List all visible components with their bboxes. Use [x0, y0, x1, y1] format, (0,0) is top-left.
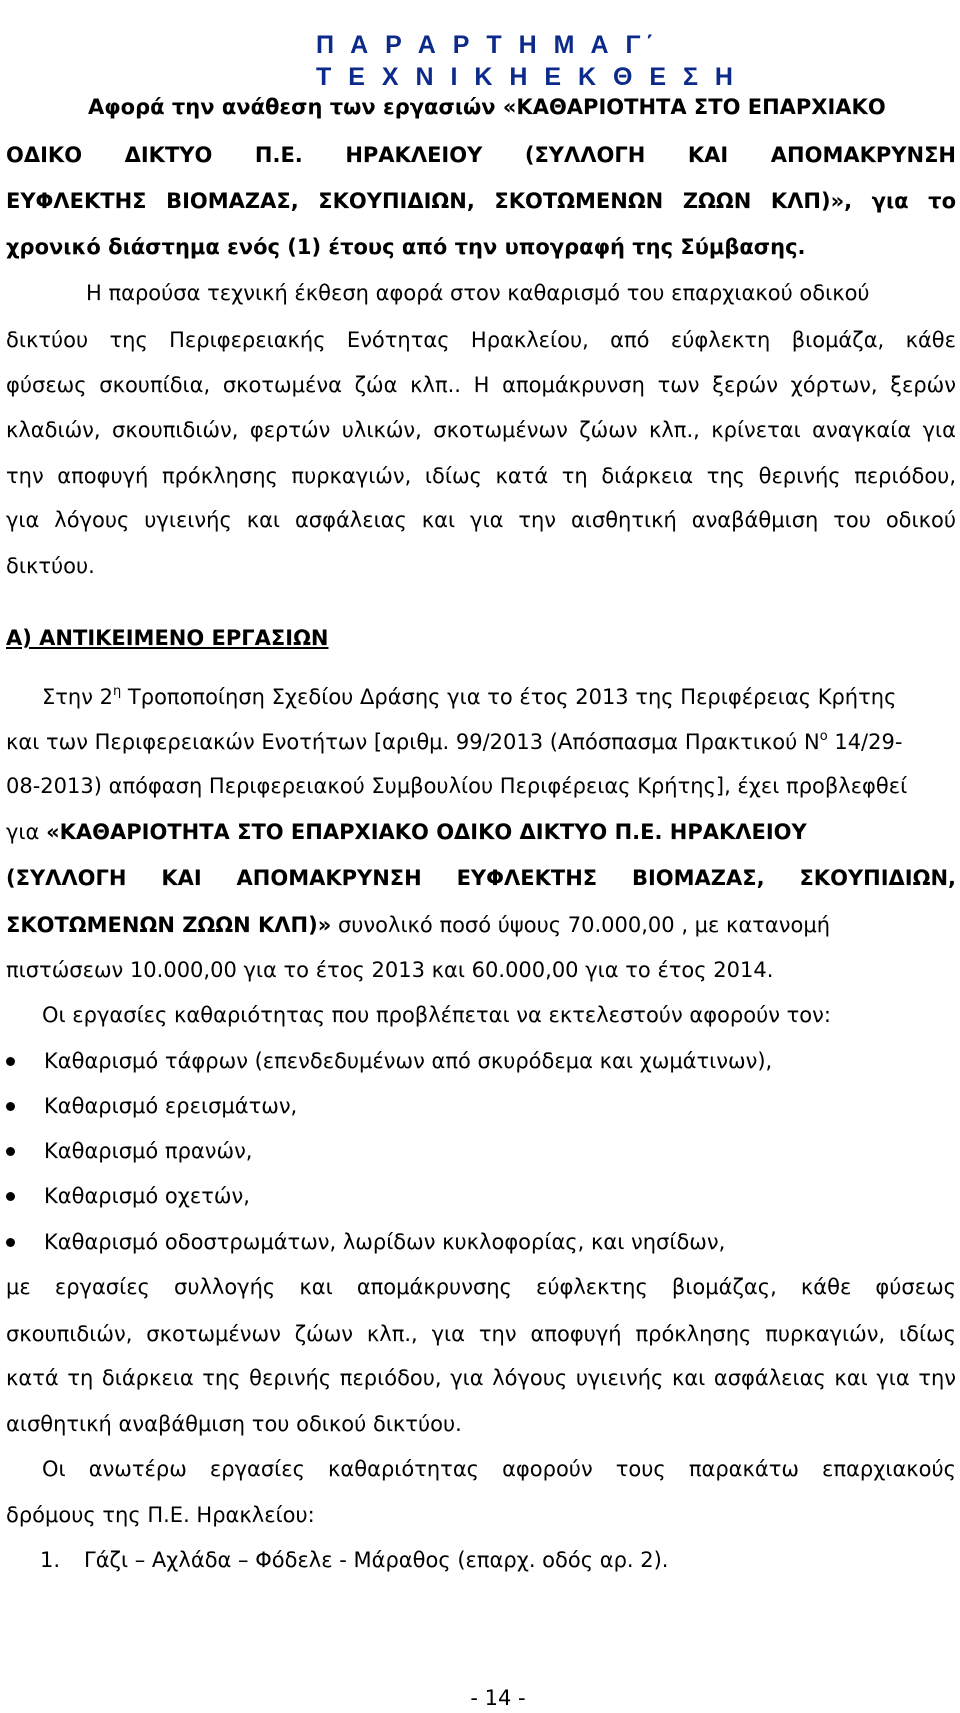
section-a-p1-line-7: πιστώσεων 10.000,00 για το έτος 2013 και 60.000,00 για το έτος 2014. — [6, 958, 774, 982]
bullet-icon — [6, 1147, 15, 1156]
section-a-p1-line-6: ΣΚΟΤΩΜΕΝΩΝ ΖΩΩΝ ΚΛΠ)» συνολικό ποσό ύψους 70.000,00 , με κατανομή — [6, 913, 831, 937]
intro-line-7: δικτύου. — [6, 554, 95, 578]
numbered-item: 1. Γάζι – Αχλάδα – Φόδελε - Μάραθος (επαρχ. οδός αρ. 2). — [40, 1548, 669, 1572]
section-a-p3-line-3: κατά τη διάρκεια της θερινής περιόδου, για λόγους υγιεινής και ασφάλειας και για την — [6, 1366, 956, 1390]
intro-line-4: κλαδιών, σκουπιδιών, φερτών υλικών, σκοτωμένων ζώων κλπ., κρίνεται αναγκαία για — [6, 418, 956, 442]
section-a-p1-line-3: 08-2013) απόφαση Περιφερειακού Συμβουλίου Περιφέρειας Κρήτης], έχει προβλεφθεί — [6, 774, 908, 798]
section-heading: Α) ΑΝΤΙΚΕΙΜΕΝΟ ΕΡΓΑΣΙΩΝ — [6, 626, 329, 650]
section-a-p3-line-4: αισθητική αναβάθμιση του οδικού δικτύου. — [6, 1412, 462, 1436]
intro-line-6: για λόγους υγιεινής και ασφάλειας και για την αισθητική αναβάθμιση του οδικού — [6, 508, 956, 532]
intro-line-2: δικτύου της Περιφερειακής Ενότητας Ηρακλείου, από εύφλεκτη βιομάζα, κάθε — [6, 328, 956, 352]
subject-line-4: χρονικό διάστημα ενός (1) έτους από την υπογραφή της Σύμβασης. — [6, 235, 806, 259]
section-a-p4-line-1: Οι ανωτέρω εργασίες καθαριότητας αφορούν τους παρακάτω επαρχιακούς — [42, 1457, 956, 1481]
intro-line-5: την αποφυγή πρόκλησης πυρκαγιών, ιδίως κατά τη διάρκεια της θερινής περιόδου, — [6, 464, 956, 488]
appendix-title: Π Α Ρ Α Ρ Τ Η Μ Α Γ΄ — [316, 31, 659, 59]
intro-line-1: Η παρούσα τεχνική έκθεση αφορά στον καθαρισμό του επαρχιακού οδικού — [86, 281, 870, 305]
bullet-icon — [6, 1238, 15, 1247]
subject-line-1: Αφορά την ανάθεση των εργασιών «ΚΑΘΑΡΙΟΤΗΤΑ ΣΤΟ ΕΠΑΡΧΙΑΚΟ — [88, 95, 886, 119]
section-a-p1-line-1: Στην $2^\eta$ Τροποποίηση Σχεδίου Δράσης για το έτος 2013 της Περιφέρειας Κρήτης — [42, 684, 897, 709]
page-number: - 14 - — [470, 1686, 526, 1710]
intro-line-3: φύσεως σκουπίδια, σκοτωμένα ζώα κλπ.. Η απομάκρυνση των ξερών χόρτων, ξερών — [6, 373, 956, 397]
bullet-icon — [6, 1057, 15, 1066]
document-page: Π Α Ρ Α Ρ Τ Η Μ Α Γ΄ Τ Ε Χ Ν Ι Κ Η Ε Κ Θ Ε Σ Η Αφορά την ανάθεση των εργασιών «ΚΑΘΑΡΙΟΤΗΤΑ ΣΤΟ ΕΠΑΡΧΙΑΚΟ ΟΔΙΚΟ ΔΙΚΤΥΟ Π.Ε. ΗΡΑΚΛΕΙΟΥ (ΣΥΛΛΟΓΗ ΚΑΙ ΑΠΟΜΑΚΡΥΝΣΗ ΕΥΦΛΕΚΤΗΣ ΒΙΟΜΑΖΑΣ, ΣΚΟΥΠΙΔΙΩΝ, ΣΚΟΤΩΜΕΝΩΝ ΖΩΩΝ ΚΛΠ)», για το χρονικό διάστημα ενός (1) έτους από την υπογραφή της Σύμβασης. Η παρούσα τεχνική έκθεση αφορά στον καθαρισμό του επαρχιακού οδικού δικτύου της Περιφερειακής Ενότητας Ηρακλείου, από εύφλεκτη βιομάζα, κάθε φύσεως σκουπίδια, σκοτωμένα ζώα κλπ.. Η απομάκρυνση των ξερών χόρτων, ξερών κλαδιών, σκουπιδιών, φερτών υλικών, σκοτωμένων ζώων κλπ., κρίνεται αναγκαία για την αποφυγή πρόκλησης πυρκαγιών, ιδίως κατά τη διάρκεια της θερινής περιόδου, για λόγους υγιεινής και ασφάλειας και για την αισθητική αναβάθμιση του οδικού δικτύου. Α) ΑΝΤΙΚΕΙΜΕΝΟ ΕΡΓΑΣΙΩΝ Στην $2^\eta$ Τροποποίηση Σχεδίου Δράσης για το έτος 2013 της Περιφέρειας Κρήτης και των Περιφερειακών Ενοτήτων [αριθμ. 99/2013 (Απόσπασμα Πρακτικού $N^o$ 14/29- 08-2013) απόφαση Περιφερειακού Συμβουλίου Περιφέρειας Κρήτης], έχει προβλεφθεί για «ΚΑΘΑΡΙΟΤΗΤΑ ΣΤΟ ΕΠΑΡΧΙΑΚΟ ΟΔΙΚΟ ΔΙΚΤΥΟ Π.Ε. ΗΡΑΚΛΕΙΟΥ (ΣΥΛΛΟΓΗ ΚΑΙ ΑΠΟΜΑΚΡΥΝΣΗ ΕΥΦΛΕΚΤΗΣ ΒΙΟΜΑΖΑΣ, ΣΚΟΥΠΙΔΙΩΝ, ΣΚΟΤΩΜΕΝΩΝ ΖΩΩΝ ΚΛΠ)» συνολικό ποσό ύψους 70.000,00 , με κατανομή πιστώσεων 10.000,00 για το έτος 2013 και 60.000,00 για το έτος 2014. Οι εργασίες καθαριότητας που προβλέπεται να εκτελεστούν αφορούν τον: Καθαρισμό τάφρων (επενδεδυμένων από σκυρόδεμα και χωμάτινων), Καθαρισμό ερεισμάτων, Καθαρισμό πρανών, Καθαρισμό οχετών, Καθαρισμό οδοστρωμάτων, λωρίδων κυκλοφορίας, και νησίδων, με εργασίες συλλογής και απομάκρυνσης εύφλεκτης βιομάζας, κάθε φύσεως σκουπιδιών, σκοτωμένων ζώων κλπ., για την αποφυγή πρόκλησης πυρκαγιών, ιδίως κατά τη διάρκεια της θερινής περιόδου, για λόγους υγιεινής και ασφάλειας και για την αισθητική αναβάθμιση του οδικού δικτύου. Οι ανωτέρω εργασίες καθαριότητας αφορούν τους παρακάτω επαρχιακούς δρόμους της Π.Ε. Ηρακλείου: 1. Γάζι – Αχλάδα – Φόδελε - Μάραθος (επαρχ. οδός αρ. 2). - 14 - — [0, 0, 960, 1713]
section-a-p3-line-1: με εργασίες συλλογής και απομάκρυνσης εύφλεκτης βιομάζας, κάθε φύσεως — [6, 1275, 956, 1299]
subject-line-3: ΕΥΦΛΕΚΤΗΣ ΒΙΟΜΑΖΑΣ, ΣΚΟΥΠΙΔΙΩΝ, ΣΚΟΤΩΜΕΝΩΝ ΖΩΩΝ ΚΛΠ)», για το — [6, 189, 956, 213]
section-a-p3-line-2: σκουπιδιών, σκοτωμένων ζώων κλπ., για την αποφυγή πρόκλησης πυρκαγιών, ιδίως — [6, 1322, 956, 1346]
subject-line-2: ΟΔΙΚΟ ΔΙΚΤΥΟ Π.Ε. ΗΡΑΚΛΕΙΟΥ (ΣΥΛΛΟΓΗ ΚΑΙ ΑΠΟΜΑΚΡΥΝΣΗ — [6, 143, 956, 167]
bullet-icon — [6, 1192, 15, 1201]
section-a-p2: Οι εργασίες καθαριότητας που προβλέπεται να εκτελεστούν αφορούν τον: — [42, 1003, 831, 1027]
section-a-p4-line-2: δρόμους της Π.Ε. Ηρακλείου: — [6, 1503, 315, 1527]
section-a-p1-line-5: (ΣΥΛΛΟΓΗ ΚΑΙ ΑΠΟΜΑΚΡΥΝΣΗ ΕΥΦΛΕΚΤΗΣ ΒΙΟΜΑΖΑΣ, ΣΚΟΥΠΙΔΙΩΝ, — [6, 866, 956, 890]
section-a-p1-line-2: και των Περιφερειακών Ενοτήτων [αριθμ. 99/2013 (Απόσπασμα Πρακτικού $N^o$ 14/29- — [6, 729, 903, 754]
section-a-p1-line-4: για «ΚΑΘΑΡΙΟΤΗΤΑ ΣΤΟ ΕΠΑΡΧΙΑΚΟ ΟΔΙΚΟ ΔΙΚΤΥΟ Π.Ε. ΗΡΑΚΛΕΙΟΥ — [6, 820, 807, 844]
bullet-icon — [6, 1102, 15, 1111]
report-title: Τ Ε Χ Ν Ι Κ Η Ε Κ Θ Ε Σ Η — [316, 63, 738, 91]
